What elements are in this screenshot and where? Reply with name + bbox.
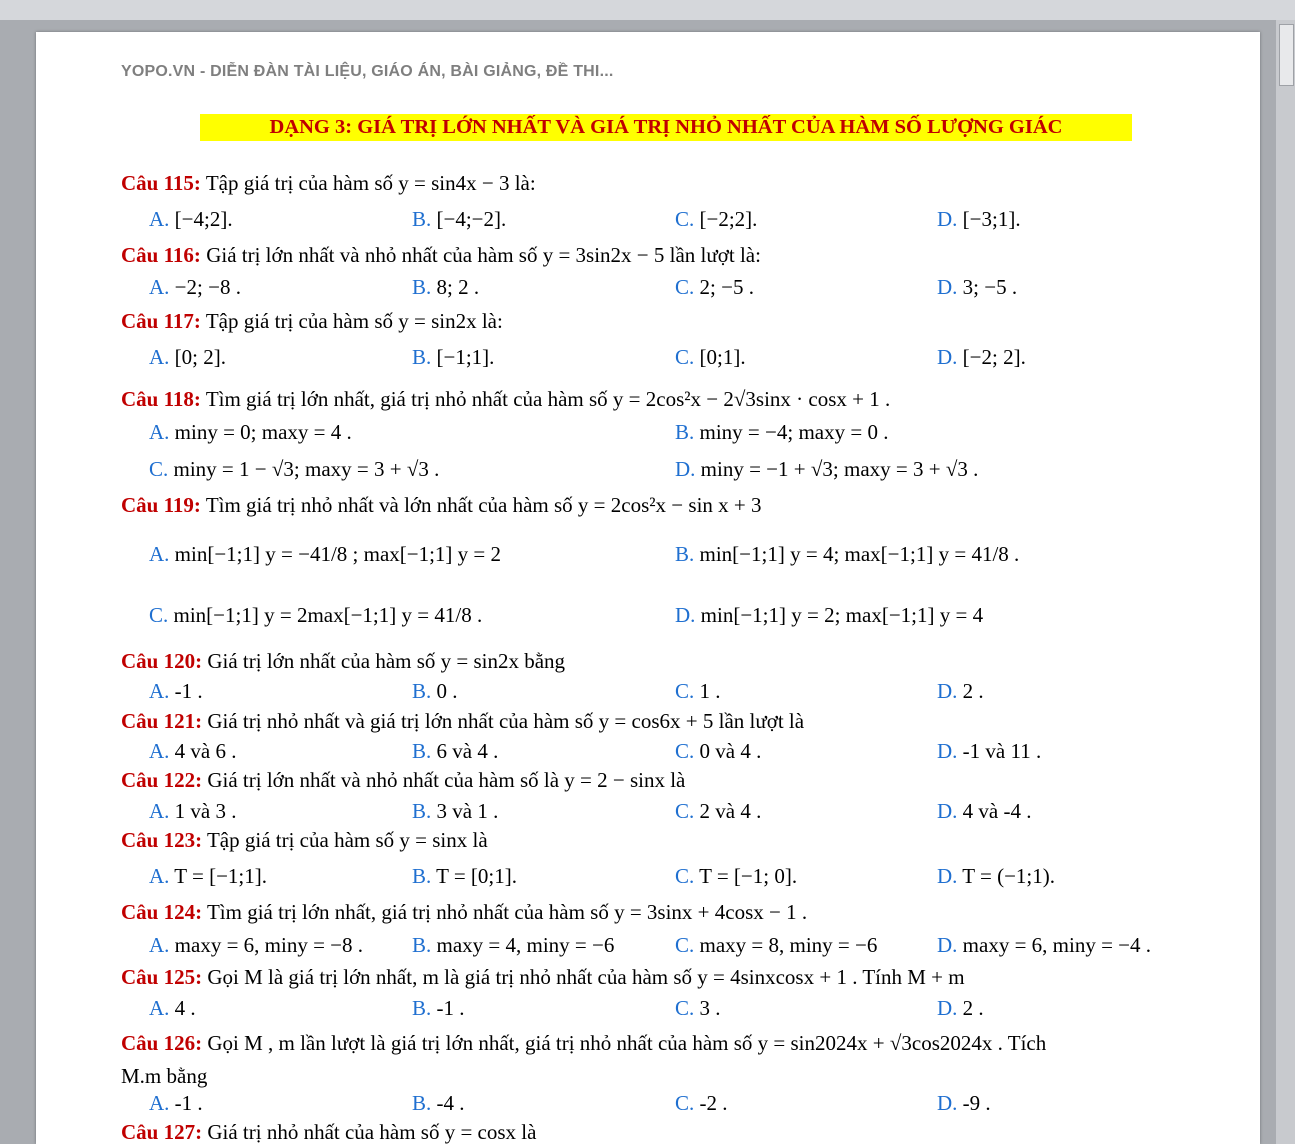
option-c <box>675 798 761 824</box>
option-letter: B. <box>412 864 432 888</box>
option-letter: D. <box>675 603 696 627</box>
option-a <box>149 541 501 567</box>
option-text: 2 và 4 . <box>699 799 762 823</box>
option-b <box>412 206 506 232</box>
option-text: 8; 2 . <box>436 275 480 299</box>
option-text: -9 . <box>962 1091 991 1115</box>
question-number: Câu 120: <box>121 649 203 673</box>
option-c <box>675 206 757 232</box>
option-text: maxy = 6, miny = −8 . <box>174 933 364 957</box>
option-letter: B. <box>412 207 432 231</box>
option-letter: D. <box>937 864 958 888</box>
option-letter: D. <box>675 457 696 481</box>
option-letter: B. <box>412 1091 432 1115</box>
option-letter: D. <box>937 739 958 763</box>
option-letter: C. <box>675 933 695 957</box>
question-number: Câu 121: <box>121 709 203 733</box>
option-text: [0;1]. <box>699 345 746 369</box>
question-number: Câu 118: <box>121 387 201 411</box>
option-letter: A. <box>149 345 170 369</box>
option-c <box>675 863 797 889</box>
option-b <box>412 863 517 889</box>
option-letter: C. <box>675 864 695 888</box>
option-letter: B. <box>675 420 695 444</box>
site-header: YOPO.VN - DIỄN ĐÀN TÀI LIỆU, GIÁO ÁN, BÀI GIẢNG, ĐỀ THI... <box>121 63 614 80</box>
option-letter: B. <box>412 996 432 1020</box>
option-letter: D. <box>937 679 958 703</box>
option-a <box>149 344 226 370</box>
option-letter: B. <box>412 345 432 369</box>
option-text: [−4;−2]. <box>436 207 507 231</box>
question-text: Giá trị lớn nhất của hàm số y = sin2x bằng <box>207 649 566 673</box>
option-letter: D. <box>937 345 958 369</box>
option-letter: D. <box>937 996 958 1020</box>
document-page <box>36 32 1260 1144</box>
question-text: Gọi M , m lần lượt là giá trị lớn nhất, giá trị nhỏ nhất của hàm số y = sin2024x + √3cos2024x . Tích <box>207 1031 1047 1055</box>
option-c <box>675 995 721 1021</box>
option-text: maxy = 6, miny = −4 . <box>962 933 1152 957</box>
question-125 <box>121 964 965 990</box>
question-119 <box>121 492 762 518</box>
question-number: Câu 115: <box>121 171 201 195</box>
option-letter: A. <box>149 1091 170 1115</box>
question-122 <box>121 767 685 793</box>
option-d <box>675 456 978 482</box>
question-number: Câu 127: <box>121 1120 203 1144</box>
option-a <box>149 863 267 889</box>
option-c <box>675 932 877 958</box>
question-123 <box>121 827 488 853</box>
question-number: Câu 122: <box>121 768 203 792</box>
option-letter: A. <box>149 679 170 703</box>
option-letter: C. <box>149 457 169 481</box>
option-c <box>149 456 439 482</box>
option-text: -1 . <box>436 996 465 1020</box>
question-text: Giá trị lớn nhất và nhỏ nhất của hàm số là y = 2 − sinx là <box>207 768 686 792</box>
option-letter: A. <box>149 542 170 566</box>
option-letter: C. <box>675 739 695 763</box>
option-d <box>675 602 983 628</box>
window-top-bar <box>0 0 1295 20</box>
option-text: 0 . <box>436 679 458 703</box>
option-b <box>675 419 888 445</box>
option-c <box>675 1090 728 1116</box>
option-a <box>149 274 241 300</box>
option-c <box>149 602 482 628</box>
option-text: T = [0;1]. <box>436 864 518 888</box>
option-letter: D. <box>937 207 958 231</box>
option-letter: C. <box>149 603 169 627</box>
option-text: miny = −4; maxy = 0 . <box>699 420 889 444</box>
vertical-scrollbar[interactable] <box>1276 20 1295 1144</box>
question-120 <box>121 648 565 674</box>
option-d <box>937 738 1041 764</box>
option-letter: B. <box>412 933 432 957</box>
option-text: min[−1;1] y = 2; max[−1;1] y = 4 <box>700 603 984 627</box>
option-text: -4 . <box>436 1091 465 1115</box>
option-text: -1 . <box>174 1091 203 1115</box>
question-text: Tập giá trị của hàm số y = sin4x − 3 là: <box>205 171 536 195</box>
option-c <box>675 678 721 704</box>
option-text: -1 và 11 . <box>962 739 1042 763</box>
option-b <box>412 798 498 824</box>
question-text: Gọi M là giá trị lớn nhất, m là giá trị nhỏ nhất của hàm số y = 4sinxcosx + 1 . Tính M + m <box>207 965 965 989</box>
option-letter: D. <box>937 1091 958 1115</box>
option-a <box>149 678 203 704</box>
option-c <box>675 738 761 764</box>
option-a <box>149 419 352 445</box>
option-c <box>675 274 754 300</box>
option-b <box>412 274 479 300</box>
option-text: T = [−1;1]. <box>174 864 268 888</box>
scrollbar-thumb[interactable] <box>1279 24 1294 86</box>
option-d <box>937 274 1017 300</box>
option-text: 3 và 1 . <box>436 799 499 823</box>
option-text: [−3;1]. <box>962 207 1021 231</box>
option-text: miny = −1 + √3; maxy = 3 + √3 . <box>700 457 979 481</box>
question-text: Giá trị nhỏ nhất và giá trị lớn nhất của hàm số y = cos6x + 5 lần lượt là <box>207 709 805 733</box>
question-number: Câu 125: <box>121 965 203 989</box>
option-b <box>412 932 614 958</box>
option-a <box>149 738 237 764</box>
question-115 <box>121 170 536 196</box>
option-text: −2; −8 . <box>174 275 241 299</box>
option-text: 2 . <box>962 679 984 703</box>
option-text: maxy = 8, miny = −6 <box>699 933 878 957</box>
option-d <box>937 344 1026 370</box>
question-number: Câu 117: <box>121 309 201 333</box>
option-text: miny = 1 − √3; maxy = 3 + √3 . <box>173 457 440 481</box>
option-text: T = [−1; 0]. <box>699 864 798 888</box>
option-text: [0; 2]. <box>174 345 226 369</box>
question-number: Câu 123: <box>121 828 203 852</box>
option-d <box>937 678 984 704</box>
option-text: -2 . <box>699 1091 728 1115</box>
option-text: 3 . <box>699 996 721 1020</box>
question-number: Câu 116: <box>121 243 201 267</box>
option-letter: D. <box>937 799 958 823</box>
option-text: miny = 0; maxy = 4 . <box>174 420 352 444</box>
option-d <box>937 863 1055 889</box>
question-text: Tập giá trị của hàm số y = sinx là <box>206 828 488 852</box>
option-letter: A. <box>149 420 170 444</box>
option-text: [−1;1]. <box>436 345 495 369</box>
option-text: min[−1;1] y = 4; max[−1;1] y = 41/8 . <box>699 542 1020 566</box>
option-d <box>937 995 984 1021</box>
option-letter: A. <box>149 275 170 299</box>
question-text: Giá trị nhỏ nhất của hàm số y = cosx là <box>207 1120 537 1144</box>
option-text: min[−1;1] y = 2max[−1;1] y = 41/8 . <box>173 603 483 627</box>
option-letter: A. <box>149 996 170 1020</box>
option-text: 4 . <box>174 996 196 1020</box>
option-d <box>937 1090 991 1116</box>
option-letter: C. <box>675 275 695 299</box>
question-text: Tìm giá trị nhỏ nhất và lớn nhất của hàm số y = 2cos²x − sin x + 3 <box>205 493 762 517</box>
option-letter: B. <box>412 799 432 823</box>
option-text: 4 và -4 . <box>962 799 1032 823</box>
option-b <box>412 678 458 704</box>
option-text: min[−1;1] y = −41/8 ; max[−1;1] y = 2 <box>174 542 502 566</box>
option-text: T = (−1;1). <box>962 864 1056 888</box>
option-text: 4 và 6 . <box>174 739 237 763</box>
question-116 <box>121 242 761 268</box>
option-text: 3; −5 . <box>962 275 1018 299</box>
option-d <box>937 798 1032 824</box>
option-letter: B. <box>412 739 432 763</box>
option-b <box>412 738 498 764</box>
option-text: [−4;2]. <box>174 207 233 231</box>
question-118 <box>121 386 890 412</box>
option-letter: C. <box>675 996 695 1020</box>
question-117 <box>121 308 503 334</box>
question-126-continuation: M.m bằng <box>121 1064 208 1088</box>
option-text: 0 và 4 . <box>699 739 762 763</box>
option-d <box>937 206 1021 232</box>
option-b <box>675 541 1019 567</box>
option-letter: D. <box>937 275 958 299</box>
question-124 <box>121 899 807 925</box>
option-a <box>149 1090 203 1116</box>
option-text: -1 . <box>174 679 203 703</box>
option-letter: A. <box>149 739 170 763</box>
option-letter: A. <box>149 207 170 231</box>
question-126 <box>121 1030 1046 1056</box>
option-a <box>149 932 363 958</box>
question-127 <box>121 1119 536 1144</box>
question-text: Tìm giá trị lớn nhất, giá trị nhỏ nhất của hàm số y = 3sinx + 4cosx − 1 . <box>206 900 808 924</box>
option-letter: D. <box>937 933 958 957</box>
option-b <box>412 1090 465 1116</box>
option-b <box>412 995 465 1021</box>
option-text: 1 và 3 . <box>174 799 237 823</box>
option-letter: C. <box>675 679 695 703</box>
option-a <box>149 995 196 1021</box>
option-letter: A. <box>149 864 170 888</box>
option-letter: B. <box>675 542 695 566</box>
option-text: maxy = 4, miny = −6 <box>436 933 615 957</box>
question-121 <box>121 708 804 734</box>
option-letter: B. <box>412 679 432 703</box>
option-a <box>149 798 237 824</box>
option-a <box>149 206 233 232</box>
option-letter: C. <box>675 799 695 823</box>
option-text: 1 . <box>699 679 721 703</box>
option-c <box>675 344 746 370</box>
option-letter: C. <box>675 1091 695 1115</box>
option-text: [−2;2]. <box>699 207 758 231</box>
option-text: 2 . <box>962 996 984 1020</box>
question-text: Giá trị lớn nhất và nhỏ nhất của hàm số y = 3sin2x − 5 lần lượt là: <box>206 243 761 267</box>
option-letter: A. <box>149 933 170 957</box>
section-title: DẠNG 3: GIÁ TRỊ LỚN NHẤT VÀ GIÁ TRỊ NHỎ NHẤT CỦA HÀM SỐ LƯỢNG GIÁC <box>200 114 1132 141</box>
option-letter: C. <box>675 207 695 231</box>
option-d <box>937 932 1151 958</box>
option-text: 2; −5 . <box>699 275 754 299</box>
option-letter: B. <box>412 275 432 299</box>
question-text: Tìm giá trị lớn nhất, giá trị nhỏ nhất của hàm số y = 2cos²x − 2√3sinx · cosx + 1 . <box>205 387 891 411</box>
question-text: Tập giá trị của hàm số y = sin2x là: <box>205 309 503 333</box>
question-number: Câu 126: <box>121 1031 203 1055</box>
question-number: Câu 119: <box>121 493 201 517</box>
option-text: 6 và 4 . <box>436 739 499 763</box>
option-letter: C. <box>675 345 695 369</box>
question-number: Câu 124: <box>121 900 203 924</box>
option-letter: A. <box>149 799 170 823</box>
option-text: [−2; 2]. <box>962 345 1026 369</box>
option-b <box>412 344 494 370</box>
